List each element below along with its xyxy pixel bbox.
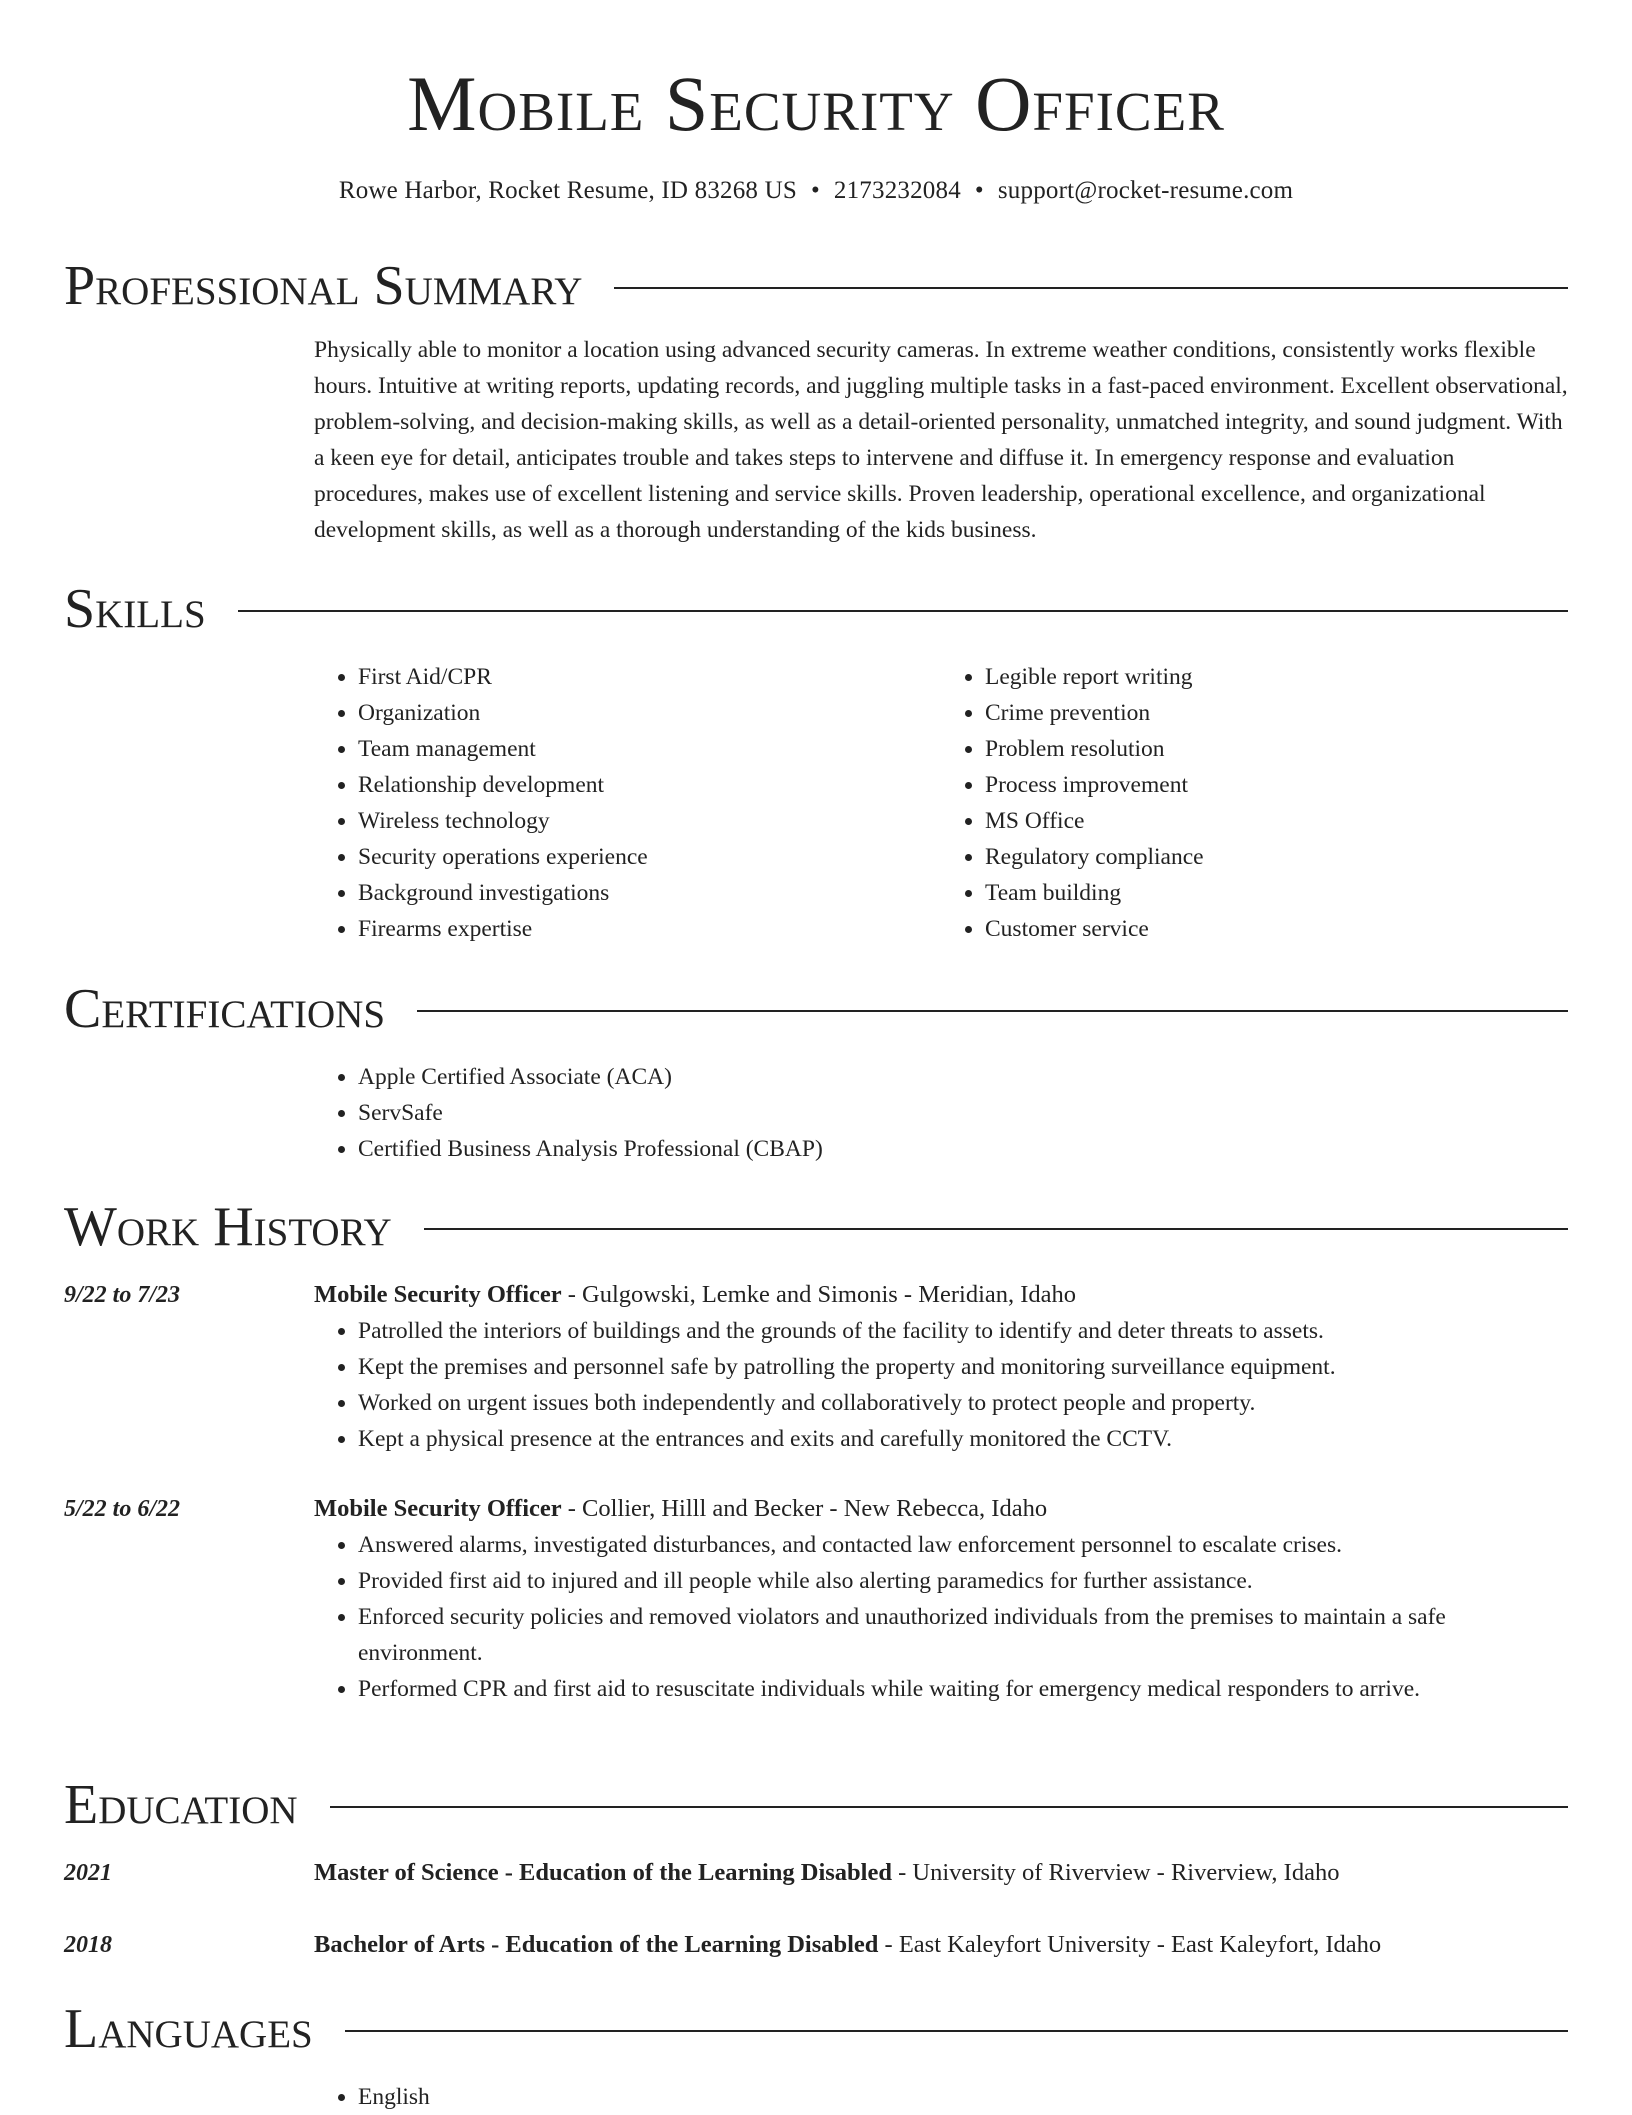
education-section — [64, 1773, 1568, 1963]
job-bullets — [314, 1527, 1568, 1707]
summary-body — [314, 332, 1568, 548]
job-bullet: • Kept a physical presence at the entrances and exits and carefully monitored the CCTV. — [358, 1421, 1568, 1457]
job-heading — [314, 1491, 1568, 1527]
job-bullet: • Worked on urgent issues both independently and collaboratively to protect people and property. — [358, 1385, 1568, 1421]
summary-title: Professional Summary — [64, 255, 583, 317]
resume-name: Mobile Security Officer — [407, 60, 1225, 147]
job-details: - Collier, Hilll and Becker - New Rebecca, Idaho — [561, 1495, 1048, 1522]
certifications-list — [314, 1059, 1568, 1167]
job-bullet: • Performed CPR and first aid to resuscitate individuals while waiting for emergency medical responders to arrive. — [358, 1671, 1568, 1707]
education-heading — [314, 1927, 1568, 1963]
languages-body — [314, 2079, 1568, 2115]
work-history-section — [64, 1195, 1568, 1707]
skill-item: • Background investigations — [358, 875, 941, 911]
job-bullet: • Provided first aid to injured and ill people while also alerting paramedics for further assistance. — [358, 1563, 1568, 1599]
languages-title: Languages — [64, 1998, 313, 2060]
contact-separator: • — [974, 177, 984, 204]
skills-title: Skills — [64, 578, 206, 640]
skills-heading-row — [64, 577, 1568, 641]
language-item: • English — [358, 2079, 1568, 2115]
skill-item: • MS Office — [985, 803, 1568, 839]
certifications-section — [64, 977, 1568, 1167]
skill-item: • Team management — [358, 731, 941, 767]
certifications-body — [314, 1059, 1568, 1167]
job-role: Mobile Security Officer — [314, 1281, 562, 1308]
skill-item: • Security operations experience — [358, 839, 941, 875]
section-divider — [238, 610, 1568, 612]
job-details: - Gulgowski, Lemke and Simonis - Meridian, Idaho — [561, 1281, 1077, 1308]
skill-item: • Crime prevention — [985, 695, 1568, 731]
skill-item: • Team building — [985, 875, 1568, 911]
job-bullet: • Patrolled the interiors of buildings and the grounds of the facility to identify and deter threats to assets. — [358, 1313, 1568, 1349]
job-bullets — [314, 1313, 1568, 1457]
education-entry — [64, 1855, 1568, 1891]
skills-section — [64, 577, 1568, 947]
education-entry — [64, 1927, 1568, 1963]
section-divider — [345, 2030, 1568, 2032]
job-entry — [64, 1277, 1568, 1457]
job-dates: 9/22 to 7/23 — [64, 1282, 181, 1308]
skills-list-right — [941, 659, 1568, 947]
work-history-heading-row — [64, 1195, 1568, 1259]
certification-item: • ServSafe — [358, 1095, 1568, 1131]
certifications-heading-row — [64, 977, 1568, 1041]
education-degree: Bachelor of Arts - Education of the Learning Disabled — [314, 1931, 879, 1958]
section-divider — [424, 1228, 1568, 1230]
contact-separator: • — [810, 177, 820, 204]
education-degree: Master of Science - Education of the Learning Disabled — [314, 1859, 892, 1886]
contact-line — [64, 176, 1568, 206]
certifications-title: Certifications — [64, 978, 386, 1040]
skill-item: • Firearms expertise — [358, 911, 941, 947]
education-heading-row — [64, 1773, 1568, 1837]
job-main — [314, 1277, 1568, 1457]
skill-item: • Organization — [358, 695, 941, 731]
languages-heading-row — [64, 1997, 1568, 2061]
contact-email: support@rocket-resume.com — [997, 177, 1294, 204]
languages-list — [314, 2079, 1568, 2115]
section-divider — [330, 1806, 1568, 1808]
certification-item: • Apple Certified Associate (ACA) — [358, 1059, 1568, 1095]
summary-section — [64, 254, 1568, 548]
job-role: Mobile Security Officer — [314, 1495, 562, 1522]
contact-address: Rowe Harbor, Rocket Resume, ID 83268 US — [338, 177, 797, 204]
skill-item: • Relationship development — [358, 767, 941, 803]
job-dates: 5/22 to 6/22 — [64, 1496, 181, 1522]
job-main — [314, 1491, 1568, 1707]
summary-text: Physically able to monitor a location using advanced security cameras. In extreme weather conditions, consistently works flexible hours. Intuitive at writing reports, updating records, and juggling multiple tasks in a fast-paced environment. Excellent observational, problem-solving, and decision-making skills, as well as a detail-oriented personality, unmatched integrity, and sound judgment. With a keen eye for detail, anticipates trouble and takes steps to intervene and diffuse it. In emergency response and evaluation procedures, makes use of excellent listening and service skills. Proven leadership, operational excellence, and organizational development skills, as well as a thorough understanding of the kids business. — [314, 337, 1568, 543]
languages-section — [64, 1997, 1568, 2115]
skill-item: • First Aid/CPR — [358, 659, 941, 695]
section-divider — [614, 287, 1568, 289]
section-divider — [417, 1010, 1568, 1012]
education-year: 2021 — [64, 1860, 112, 1886]
skill-item: • Regulatory compliance — [985, 839, 1568, 875]
skills-grid — [314, 659, 1568, 947]
skill-item: • Process improvement — [985, 767, 1568, 803]
job-entry — [64, 1491, 1568, 1707]
skill-item: • Customer service — [985, 911, 1568, 947]
education-title: Education — [64, 1774, 298, 1836]
work-history-title: Work History — [64, 1196, 392, 1258]
job-bullet: • Answered alarms, investigated disturbances, and contacted law enforcement personnel to escalate crises. — [358, 1527, 1568, 1563]
education-year: 2018 — [64, 1932, 112, 1958]
certification-item: • Certified Business Analysis Professional (CBAP) — [358, 1131, 1568, 1167]
summary-heading-row — [64, 254, 1568, 318]
skill-item: • Legible report writing — [985, 659, 1568, 695]
skill-item: • Problem resolution — [985, 731, 1568, 767]
job-bullet: • Kept the premises and personnel safe by patrolling the property and monitoring surveillance equipment. — [358, 1349, 1568, 1385]
education-details: - University of Riverview - Riverview, Idaho — [892, 1859, 1340, 1886]
contact-phone: 2173232084 — [833, 177, 961, 204]
skills-list-left — [314, 659, 941, 947]
job-heading — [314, 1277, 1568, 1313]
education-heading — [314, 1855, 1568, 1891]
job-bullet: • Enforced security policies and removed violators and unauthorized individuals from the premises to maintain a safe environment. — [358, 1599, 1568, 1671]
education-details: - East Kaleyfort University - East Kaleyfort, Idaho — [878, 1931, 1382, 1958]
skill-item: • Wireless technology — [358, 803, 941, 839]
